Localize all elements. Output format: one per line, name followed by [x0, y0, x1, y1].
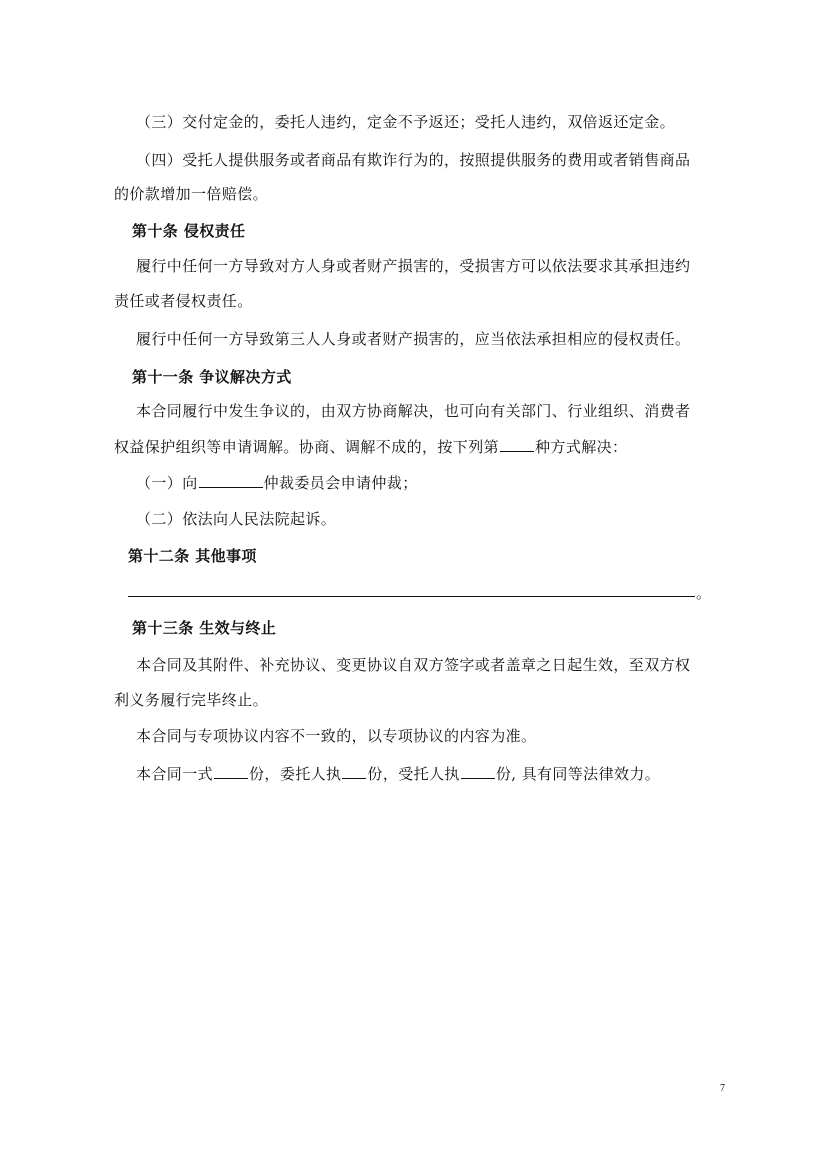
clause-10-para-2: 履行中任何一方导致第三人人身或者财产损害的，应当依法承担相应的侵权责任。	[136, 330, 691, 348]
clause-11-para-line-1: 本合同履行中发生争议的，由双方协商解决，也可向有关部门、行业组织、消费者	[136, 402, 691, 420]
copies-text-c: 份，受托人执	[367, 765, 460, 783]
clause-11-text-b: 种方式解决：	[535, 438, 628, 456]
agent-copies-blank[interactable]	[461, 763, 495, 779]
other-matters-blank-line[interactable]	[128, 596, 695, 597]
clause-13-para-3	[136, 763, 660, 784]
arbitration-text-b: 仲裁委员会申请仲裁；	[263, 474, 418, 492]
clause-10-para-1-line-1: 履行中任何一方导致对方人身或者财产损害的，受损害方可以依法要求其承担违约	[136, 257, 691, 275]
clause-9-item-3: （三）交付定金的，委托人违约，定金不予返还；受托人违约，双倍返还定金。	[136, 113, 676, 131]
clause-12-heading: 第十二条 其他事项	[128, 547, 257, 565]
arbitration-option	[136, 472, 418, 493]
copies-text-a: 本合同一式	[136, 765, 214, 783]
clause-13-para-1-line-2: 利义务履行完毕终止。	[114, 691, 269, 709]
clause-13-para-1-line-1: 本合同及其附件、补充协议、变更协议自双方签字或者盖章之日起生效，至双方权	[136, 656, 691, 674]
clause-9-item-4-line-2: 的价款增加一倍赔偿。	[114, 185, 269, 203]
copies-text-b: 份，委托人执	[249, 765, 342, 783]
clause-11-para-line-2	[114, 436, 627, 457]
clause-9-item-4-line-1: （四）受托人提供服务或者商品有欺诈行为的，按照提供服务的费用或者销售商品	[136, 151, 691, 169]
method-number-blank[interactable]	[500, 436, 534, 452]
arbitration-committee-blank[interactable]	[199, 472, 263, 488]
clause-11-heading: 第十一条 争议解决方式	[132, 368, 292, 386]
principal-copies-blank[interactable]	[342, 763, 366, 779]
clause-11-text-a: 权益保护组织等申请调解。协商、调解不成的，按下列第	[114, 438, 500, 456]
clause-10-para-1-line-2: 责任或者侵权责任。	[114, 292, 253, 310]
litigation-option: （二）依法向人民法院起诉。	[136, 510, 337, 528]
arbitration-text-a: （一）向	[136, 474, 198, 492]
other-matters-period: 。	[696, 584, 712, 602]
page-number: 7	[720, 1083, 725, 1094]
total-copies-blank[interactable]	[214, 763, 248, 779]
copies-text-d: 份, 具有同等法律效力。	[495, 765, 661, 783]
clause-13-para-2: 本合同与专项协议内容不一致的，以专项协议的内容为准。	[136, 727, 537, 745]
clause-10-heading: 第十条 侵权责任	[132, 222, 246, 240]
clause-13-heading: 第十三条 生效与终止	[132, 619, 277, 637]
